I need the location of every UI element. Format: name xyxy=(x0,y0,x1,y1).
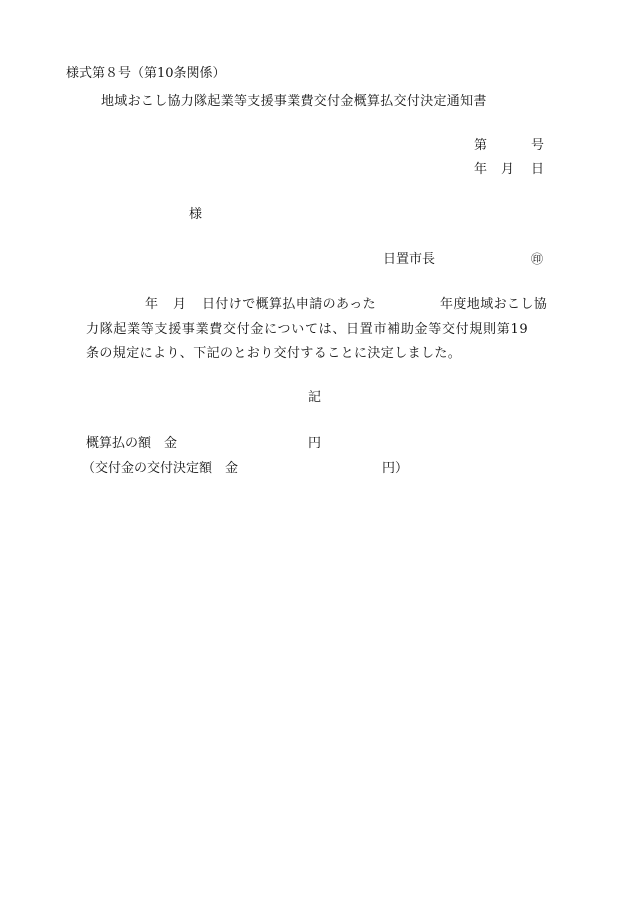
body-line2: 力隊起業等支援事業費交付金については、日置市補助金等交付規則第19 xyxy=(86,322,529,337)
record-heading: 記 xyxy=(308,390,322,405)
seal-mark: ㊞ xyxy=(531,252,544,266)
body-line3: 条の規定により、下記のとおり交付することに決定しました。 xyxy=(86,346,462,361)
date-month: 月 xyxy=(501,162,515,177)
advance-amount-label: 概算払の額 金 xyxy=(86,436,178,451)
grant-amount-label: （交付金の交付決定額 金 xyxy=(82,461,239,476)
body-year: 年 xyxy=(145,297,159,312)
document-title: 地域おこし協力隊起業等支援事業費交付金概算払交付決定通知書 xyxy=(101,94,487,109)
number-suffix: 号 xyxy=(531,138,545,153)
form-number: 様式第８号（第10条関係） xyxy=(66,66,226,81)
number-prefix: 第 xyxy=(474,138,488,153)
advance-amount-unit: 円 xyxy=(308,436,322,451)
body-month: 月 xyxy=(173,297,187,312)
grant-amount-unit: 円） xyxy=(382,461,409,476)
issuer-name: 日置市長 xyxy=(383,252,436,267)
addressee-honorific: 様 xyxy=(189,207,203,222)
date-year: 年 xyxy=(474,162,488,177)
body-line1-text: 日付けで概算払申請のあった xyxy=(202,297,377,312)
body-line1-tail: 年度地域おこし協 xyxy=(440,297,548,312)
date-day: 日 xyxy=(531,162,545,177)
